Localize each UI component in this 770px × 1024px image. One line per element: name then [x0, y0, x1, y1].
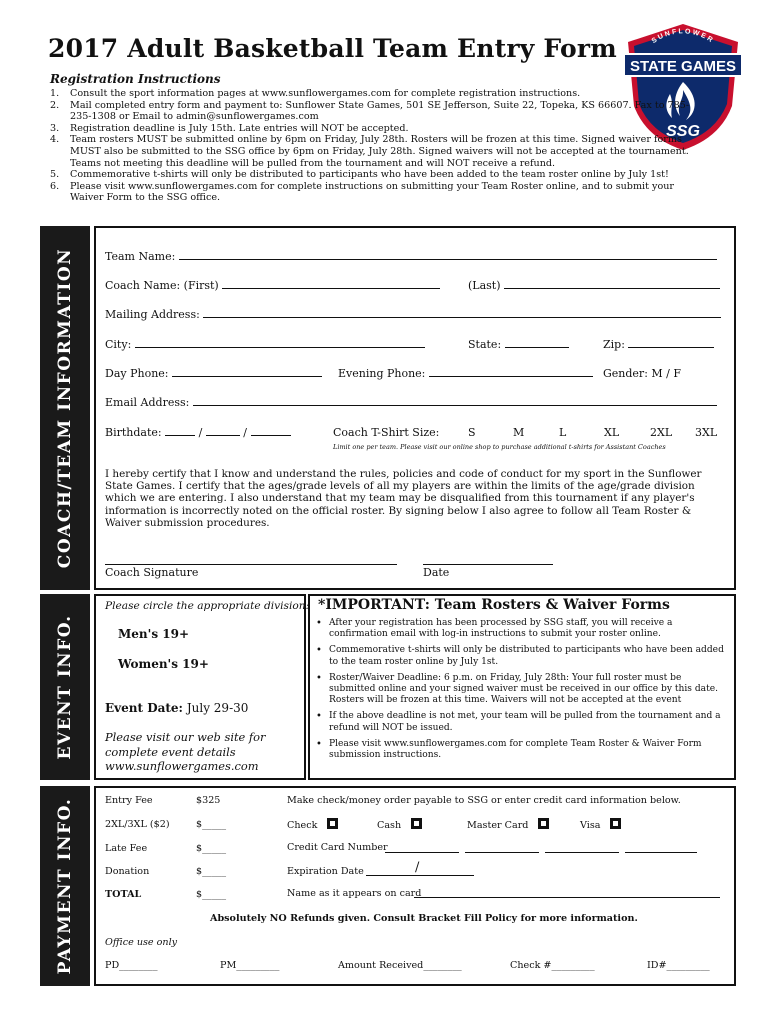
section-band-coach: [40, 226, 90, 590]
method-check[interactable]: [287, 818, 338, 831]
office-field-pd: PD________: [105, 960, 158, 971]
checkbox-icon[interactable]: [538, 818, 549, 829]
method-visa[interactable]: [580, 818, 621, 831]
cc-number-line[interactable]: [385, 852, 459, 853]
method-label: Master Card: [467, 820, 529, 831]
method-mastercard[interactable]: [467, 818, 549, 831]
name-on-card-label: Name as it appears on card: [287, 888, 422, 899]
date-line[interactable]: [423, 564, 553, 565]
field-line[interactable]: [206, 426, 240, 436]
shirt-size-l[interactable]: L: [559, 426, 567, 439]
field-label: Birthdate:: [105, 426, 162, 439]
field-label: Email Address:: [105, 396, 190, 409]
method-cash[interactable]: [377, 818, 422, 831]
registration-item: [50, 181, 710, 204]
field-label: State:: [468, 338, 502, 351]
fee-amount-field[interactable]: $_____: [196, 866, 227, 877]
field-line[interactable]: [429, 367, 593, 377]
cc-number-line[interactable]: [545, 852, 619, 853]
office-field-amount: Amount Received________: [338, 960, 462, 971]
checkbox-icon[interactable]: [610, 818, 621, 829]
field-label: (Last): [468, 279, 501, 292]
shirt-size-3xl[interactable]: 3XL: [695, 426, 718, 439]
important-item: • Roster/Waiver Deadline: 6 p.m. on Friday, July 28th: Your full roster must be submitted online and your signed waiver must be received in our office by this date. Rosters will be frozen at this time. Waivers will not be accepted at the event: [310, 673, 730, 707]
item-text: Mail completed entry form and payment to: Sunflower State Games, 501 SE Jefferson, Suite 22, Topeka, KS 66607. Fax to 785-235-1308 or Email to admin@sunflowergames.com: [70, 99, 690, 123]
visit-line: Please visit our web site for: [105, 730, 266, 744]
logo-top-text: SUNFLOWER: [650, 28, 716, 45]
fee-label-total: TOTAL: [105, 889, 142, 900]
important-item: • After your registration has been processed by SSG staff, you will receive a confirmation email with log-in instructions to submit your roster online.: [310, 618, 730, 641]
field-label: Zip:: [603, 338, 625, 351]
item-number: 3.: [50, 122, 60, 134]
important-item: • If the above deadline is not met, your team will be pulled from the tournament and a refund will NOT be issued.: [310, 711, 730, 734]
division-womens[interactable]: Women's 19+: [118, 657, 209, 671]
office-field-check: Check #_________: [510, 960, 595, 971]
item-text: Commemorative t-shirts will only be distributed to participants who have been added to the team roster online by July 1st!: [70, 169, 669, 181]
expiration-line[interactable]: [366, 875, 474, 876]
evening-phone-field[interactable]: [338, 367, 593, 380]
event-date: [105, 701, 248, 715]
registration-heading: Registration Instructions: [50, 72, 221, 86]
day-phone-field[interactable]: [105, 367, 322, 380]
method-label: Check: [287, 820, 318, 831]
section-band-payment: [40, 786, 90, 986]
website-link[interactable]: www.sunflowergames.com: [105, 759, 259, 773]
fee-label: Entry Fee: [105, 795, 153, 806]
shirt-size-m[interactable]: M: [513, 426, 525, 439]
logo-bottom-text: SSG: [666, 123, 700, 140]
event-website-note: [105, 730, 265, 774]
section-label: EVENT INFO.: [55, 614, 75, 760]
field-label: Evening Phone:: [338, 367, 426, 380]
item-number: 5.: [50, 169, 60, 181]
expiration-slash: /: [415, 860, 420, 875]
field-line[interactable]: [505, 338, 569, 348]
field-line[interactable]: [222, 279, 440, 289]
shirt-size-xl[interactable]: XL: [604, 426, 620, 439]
registration-item: [50, 100, 710, 123]
date-label: Date: [423, 566, 450, 579]
field-line[interactable]: [165, 426, 195, 436]
section-band-event: [40, 594, 90, 780]
field-label: Day Phone:: [105, 367, 169, 380]
email-field[interactable]: [105, 396, 717, 409]
registration-item: [50, 134, 710, 169]
item-text: Please visit www.sunflowergames.com for complete instructions on submitting your Team Roster online, and to submit your Waiver Form to the SSG office.: [70, 180, 674, 204]
item-number: 6.: [50, 180, 60, 192]
registration-list: [50, 88, 710, 204]
important-item: • Commemorative t-shirts will only be distributed to participants who have been added to the team roster online by July 1st.: [310, 645, 730, 668]
important-title: *IMPORTANT: Team Rosters & Waiver Forms: [318, 597, 670, 613]
item-text: Team rosters MUST be submitted online by 6pm on Friday, July 28th. Rosters will be frozen at this time. Signed waiver forms MUST also be submitted to the SSG office by 6pm on Friday, July 28th. Signed waivers will not be accepted at the tournament. Teams not meeting this deadline will be pulled from the tournament and will NOT receive a refund.: [70, 134, 689, 169]
cc-number-line[interactable]: [465, 852, 539, 853]
shirt-size-s[interactable]: S: [468, 426, 476, 439]
section-label: PAYMENT INFO.: [55, 797, 75, 975]
zip-field[interactable]: [603, 338, 714, 351]
refund-policy: Absolutely NO Refunds given. Consult Bracket Fill Policy for more information.: [210, 913, 638, 924]
office-use-label: Office use only: [105, 937, 178, 948]
item-text: Registration deadline is July 15th. Late entries will NOT be accepted.: [70, 122, 409, 134]
method-label: Visa: [580, 820, 601, 831]
event-date-label: Event Date:: [105, 701, 183, 715]
signature-line[interactable]: [105, 564, 397, 565]
make-check-text: Make check/money order payable to SSG or enter credit card information below.: [287, 795, 681, 806]
name-on-card-line[interactable]: [414, 897, 720, 898]
cc-number-line[interactable]: [625, 852, 697, 853]
fee-amount-field[interactable]: $_____: [196, 819, 227, 830]
shirt-size-label: Coach T-Shirt Size:: [333, 426, 440, 439]
registration-item: [50, 88, 710, 100]
city-field[interactable]: [105, 338, 425, 351]
method-label: Cash: [377, 820, 402, 831]
mailing-address-field[interactable]: [105, 308, 721, 321]
payment-box: [94, 786, 736, 986]
gender-field[interactable]: Gender: M / F: [603, 367, 681, 380]
field-line[interactable]: [203, 308, 721, 318]
checkbox-icon[interactable]: [411, 818, 422, 829]
logo-main-text: STATE GAMES: [629, 58, 737, 75]
field-line[interactable]: [193, 396, 717, 406]
expiration-label: Expiration Date: [287, 866, 364, 877]
fee-amount-field[interactable]: $_____: [196, 843, 227, 854]
division-prompt: Please circle the appropriate division:: [105, 600, 310, 612]
field-label: City:: [105, 338, 132, 351]
fee-label: Late Fee: [105, 843, 148, 854]
field-line[interactable]: [135, 338, 425, 348]
division-mens[interactable]: Men's 19+: [118, 627, 190, 641]
office-field-id: ID#_________: [647, 960, 710, 971]
registration-item: [50, 169, 710, 181]
coach-first-field[interactable]: [105, 279, 440, 292]
birthdate-field[interactable]: Birthdate: / /: [105, 426, 291, 439]
field-line[interactable]: [179, 250, 717, 260]
signature-label: Coach Signature: [105, 566, 199, 579]
field-line[interactable]: [251, 426, 291, 436]
fee-label: Donation: [105, 866, 150, 877]
total-amount-field[interactable]: $_____: [196, 889, 227, 900]
important-item: • Please visit www.sunflowergames.com for complete Team Roster & Waiver Form submission instructions.: [310, 739, 730, 762]
important-list: [310, 618, 730, 766]
fee-amount: $325: [196, 795, 221, 806]
shirt-size-2xl[interactable]: 2XL: [650, 426, 673, 439]
office-field-pm: PM_________: [220, 960, 280, 971]
checkbox-icon[interactable]: [327, 818, 338, 829]
field-label: Team Name:: [105, 250, 176, 263]
certification-text: I hereby certify that I know and understand the rules, policies and code of conduct for my sport in the Sunflower State Games. I certify that the ages/grade levels of all my players are within the limits of the age/grade division which we are entering. I also understand that my team may be disqualified from this tournament if any player's information is incorrectly noted on the official roster. By signing below I also agree to follow all Team Roster & Waiver submission procedures.: [105, 468, 702, 529]
item-number: 2.: [50, 99, 60, 111]
team-name-field[interactable]: [105, 250, 717, 263]
section-label: COACH/TEAM INFORMATION: [55, 247, 75, 569]
field-line[interactable]: [628, 338, 714, 348]
shirt-note: Limit one per team. Please visit our online shop to purchase additional t-shirts for Assistant Coaches: [333, 443, 666, 451]
field-label: Mailing Address:: [105, 308, 200, 321]
state-field[interactable]: [468, 338, 569, 351]
field-line[interactable]: [504, 279, 720, 289]
item-number: 4.: [50, 134, 60, 146]
field-line[interactable]: [172, 367, 322, 377]
page-title: 2017 Adult Basketball Team Entry Form: [48, 34, 617, 63]
item-text: Consult the sport information pages at www.sunflowergames.com for complete registration instructions.: [70, 88, 581, 99]
field-label: Coach Name: (First): [105, 279, 219, 292]
cc-number-label: Credit Card Number: [287, 842, 388, 853]
coach-last-field[interactable]: [468, 279, 720, 292]
item-number: 1.: [50, 88, 60, 99]
registration-item: [50, 123, 710, 135]
event-date-value: July 29-30: [186, 701, 249, 715]
visit-line: complete event details: [105, 744, 236, 759]
fee-label: 2XL/3XL ($2): [105, 819, 170, 830]
